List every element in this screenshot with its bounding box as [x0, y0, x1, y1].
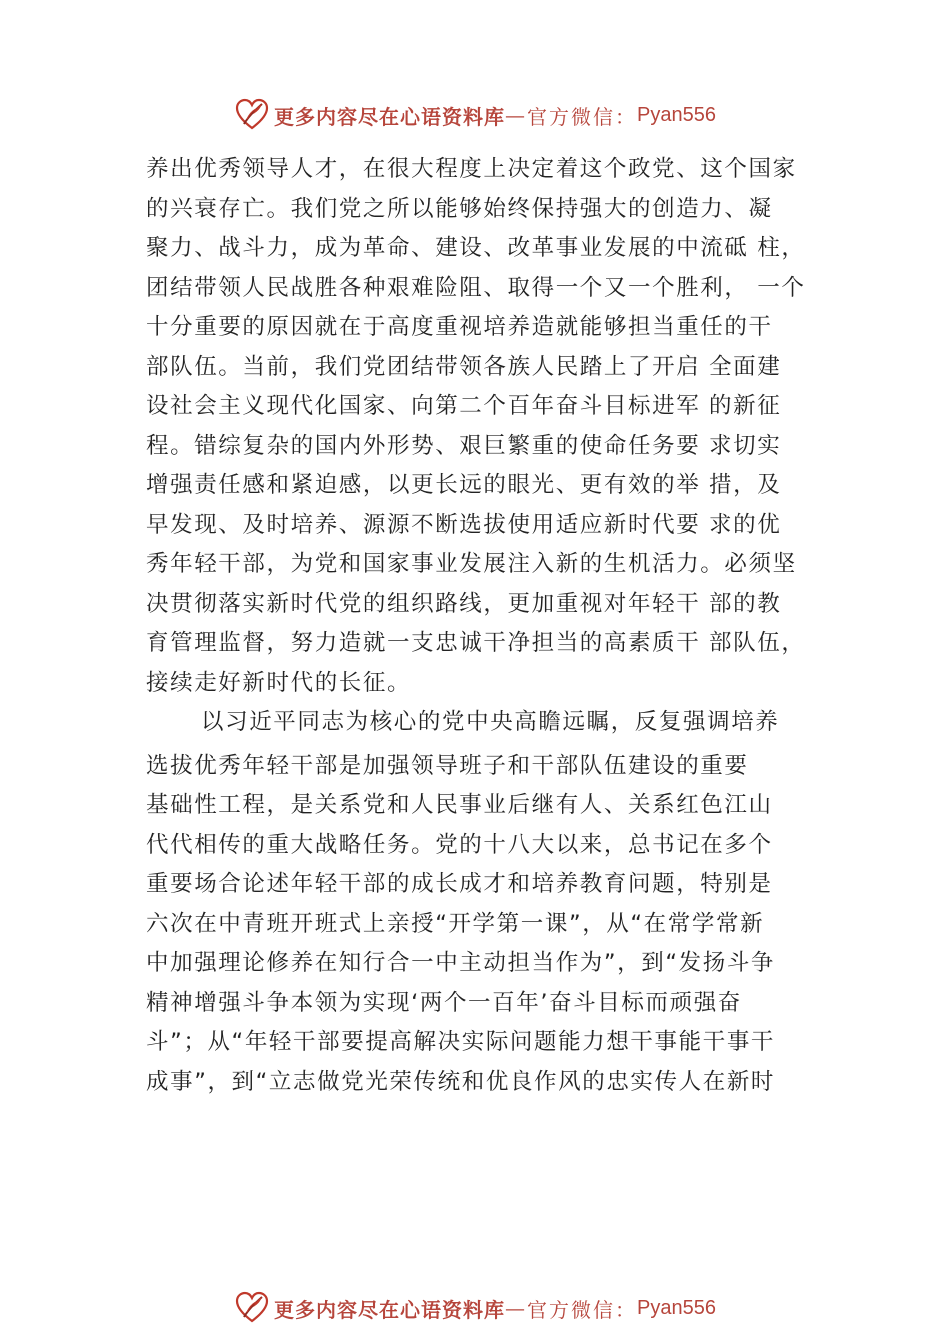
text-line: 秀年轻干部，为党和国家事业发展注入新的生机活力。必须坚: [146, 551, 797, 577]
text-line: 斗”；从“年轻干部要提高解决实际问题能力想干事能干事干: [146, 1029, 776, 1055]
header-dash: —: [505, 103, 528, 127]
text-line: 育管理监督，努力造就一支忠诚干净担当的高素质干 部队伍，: [146, 630, 806, 656]
header-wechat-label: 官方微信：: [527, 104, 638, 129]
text-line: 聚力、战斗力，成为革命、建设、改革事业发展的中流砥 柱，: [146, 235, 806, 261]
footer-banner: [0, 1288, 950, 1328]
heart-feather-logo-icon: [234, 1290, 270, 1326]
text-line: 团结带领人民战胜各种艰难险阻、取得一个又一个胜利， 一个: [146, 274, 806, 301]
text-line: 设社会主义现代化国家、向第二个百年奋斗目标进军 的新征: [146, 393, 782, 419]
text-line: 程。错综复杂的国内外形势、艰巨繁重的使命任务要 求切实: [146, 432, 782, 459]
text-line: 中加强理论修养在知行合一中主动担当作为”，到“发扬斗争: [146, 950, 776, 976]
footer-wechat-id: Pyan556: [637, 1296, 716, 1319]
paragraph-start-line: 以习近平同志为核心的党中央高瞻远瞩，反复强调培养: [201, 709, 780, 735]
text-line: 部队伍。当前，我们党团结带领各族人民踏上了开启 全面建: [146, 353, 782, 380]
text-line: 增强责任感和紧迫感，以更长远的眼光、更有效的举 措，及: [146, 472, 782, 498]
text-line: 六次在中青班开班式上亲授“开学第一课”，从“在常学常新: [146, 910, 765, 937]
footer-wechat-label: 官方微信：: [527, 1297, 638, 1322]
text-line: 选拔优秀年轻干部是加强领导班子和干部队伍建设的重要: [146, 752, 749, 779]
text-line: 的兴衰存亡。我们党之所以能够始终保持强大的创造力、凝: [146, 195, 773, 222]
text-line: 决贯彻落实新时代党的组织路线，更加重视对年轻干 部的教: [146, 590, 782, 617]
footer-dash: —: [505, 1296, 528, 1320]
text-line: 代代相传的重大战略任务。党的十八大以来，总书记在多个: [146, 831, 773, 858]
footer-brand-text: 更多内容尽在心语资料库: [274, 1297, 506, 1322]
header-wechat-id: Pyan556: [637, 103, 716, 126]
text-line: 养出优秀领导人才，在很大程度上决定着这个政党、这个国家: [146, 156, 797, 182]
heart-feather-logo-icon: [234, 97, 270, 133]
text-line: 精神增强斗争本领为实现‘两个一百年’奋斗目标而顽强奋: [146, 989, 742, 1016]
text-line: 基础性工程，是关系党和人民事业后继有人、关系红色江山: [146, 792, 773, 818]
text-line: 成事”，到“立志做党光荣传统和优良作风的忠实传人在新时: [146, 1068, 776, 1095]
text-line: 十分重要的原因就在于高度重视培养造就能够担当重任的干: [146, 314, 773, 340]
header-brand-text: 更多内容尽在心语资料库: [274, 104, 506, 129]
header-banner: [0, 95, 950, 135]
document-body: [146, 150, 846, 1102]
text-line: 早发现、及时培养、源源不断选拔使用适应新时代要 求的优: [146, 511, 782, 538]
text-line: 接续走好新时代的长征。: [146, 669, 412, 696]
text-line: 重要场合论述年轻干部的成长成才和培养教育问题，特别是: [146, 871, 773, 897]
